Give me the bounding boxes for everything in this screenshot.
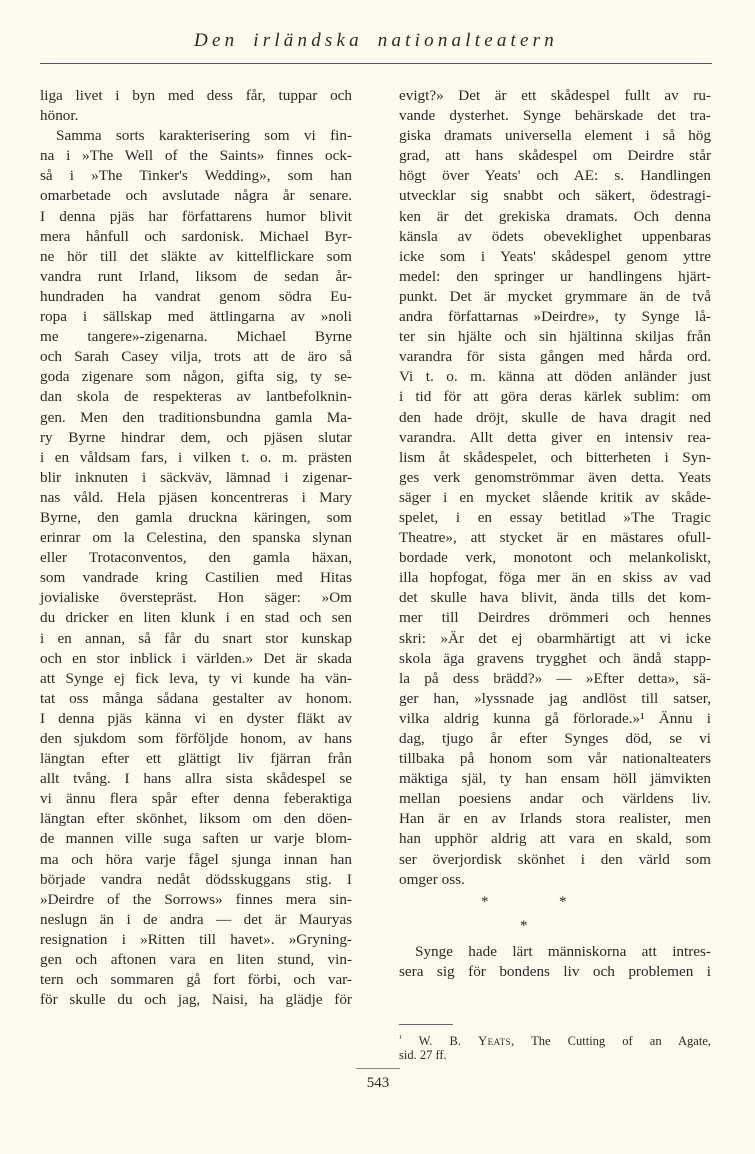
text-line: för skulle du och jag, Naisi, ha glädje för bbox=[40, 991, 352, 1009]
text-line: hönor. bbox=[40, 107, 79, 125]
text-line: dag, tjugo år efter Synges död, se vi bbox=[399, 730, 711, 747]
text-line: nas våld. Hela pjäsen koncentreras i Mary bbox=[40, 488, 352, 506]
footnote-author-initials: W. B. bbox=[418, 1034, 461, 1048]
text-line: tillbaka på honom som vår nationalteaters bbox=[399, 750, 711, 768]
text-line: han upphör aldrig att vara en skald, som bbox=[399, 830, 711, 848]
footnote-author-surname: Yeats bbox=[478, 1034, 512, 1048]
left-column bbox=[40, 86, 352, 1010]
text-line: säger i en mycket slående kritik av skåde- bbox=[399, 488, 711, 506]
text-line: känsla av ödets obeveklighet uppenbaras bbox=[399, 227, 711, 245]
text-line: gen. Men den traditionsbundna gamla Ma- bbox=[40, 408, 352, 426]
text-line: varandra. Allt detta giver en intensiv rea- bbox=[399, 428, 711, 446]
right-column bbox=[399, 86, 711, 982]
text-line: började vandra nedåt dödsskuggans stig. I bbox=[40, 870, 352, 888]
text-line: vi ännu flera spår efter denna feberaktiga bbox=[40, 790, 352, 808]
text-line: goda zigenare som någon, gifta sig, ty se- bbox=[40, 368, 352, 386]
text-line: vande dysterhet. Synge behärskade det tra- bbox=[399, 107, 711, 125]
text-line: dan skola de respekteras av lantbefolknin- bbox=[40, 388, 352, 406]
text-line: na i »The Well of the Saints» finnes ock- bbox=[40, 147, 352, 165]
text-line: i tid för att göra deras kärlek sublim: om bbox=[399, 388, 711, 406]
text-line: mer till Deirdres drömmeri och hennes bbox=[399, 609, 711, 627]
text-line: den sjukdom som förföljde honom, av hans bbox=[40, 730, 352, 747]
text-line: spelet, i en essay betitlad »The Tragic bbox=[399, 508, 711, 526]
text-line: längtan efter skönhet, liksom om den döen- bbox=[40, 810, 352, 828]
text-line: andra författarnas »Deirdre», ty Synge lå- bbox=[399, 308, 711, 326]
text-line: ken är det grekiska dramats. Och denna bbox=[399, 207, 711, 225]
text-line: ter sin hjälte och sin hjältinna skiljas från bbox=[399, 328, 711, 346]
text-line: Synge hade lärt människorna att intres- bbox=[415, 942, 711, 960]
section-break bbox=[399, 890, 711, 942]
text-line: lism åt skådespelet, och bitterheten i Syn- bbox=[399, 448, 711, 466]
text-line: omger oss. bbox=[399, 870, 465, 888]
text-line: längtan efter ett glättigt liv fjärran från bbox=[40, 750, 352, 768]
text-line: neslugn än i de andra — det är Mauryas bbox=[40, 910, 352, 928]
text-line: evigt?» Det är ett skådespel fullt av ru- bbox=[399, 87, 711, 104]
text-line: och Sarah Casey vilja, trots att de äro så bbox=[40, 348, 352, 366]
text-line: mäktiga själ, ty han ensam höll jämvikten bbox=[399, 770, 711, 788]
text-line: liga livet i byn med dess får, tuppar och bbox=[40, 87, 352, 104]
running-header: Den irländska nationalteatern bbox=[194, 30, 558, 51]
text-line: tern och sommaren gå fort förbi, och var- bbox=[40, 971, 352, 989]
text-line: Vi t. o. m. känna att döden anländer just bbox=[399, 368, 711, 386]
text-line: ropa i sällskap med ättlingarna av »noli bbox=[40, 308, 352, 326]
text-line: resignation i »Ritten till havet». »Gryning- bbox=[40, 930, 352, 948]
text-line: ry Byrne hindrar dem, och pjäsen slutar bbox=[40, 428, 352, 446]
page-number-rule bbox=[356, 1068, 400, 1069]
header-rule bbox=[40, 63, 712, 64]
text-line: ser överjordisk skönhet i den värld som bbox=[399, 850, 711, 868]
text-line: utvecklar sig snabbt och säkert, ödestragi- bbox=[399, 187, 711, 205]
text-line: illa hopfogat, föga mer än en skiss av vad bbox=[399, 569, 711, 587]
text-line: erinrar om la Celestina, den spanska slynan bbox=[40, 529, 352, 547]
text-line: la på dess brädd?» — »Efter detta», sä- bbox=[399, 669, 711, 687]
text-line: I denna pjäs har författarens humor blivit bbox=[40, 207, 352, 225]
text-line: omarbetade och avslutade några år senare. bbox=[40, 187, 352, 205]
page-number: 543 bbox=[366, 1075, 390, 1091]
text-line: ne hör till det släkte av kittelflickare som bbox=[40, 247, 352, 265]
footnote-title: , The Cutting of an Agate, bbox=[511, 1034, 711, 1048]
text-line: gen och aftonen vara en liten stund, vin- bbox=[40, 951, 352, 969]
text-line: Samma sorts karakterisering som vi fin- bbox=[56, 127, 352, 145]
text-line: högt över Yeats' och AE: s. Handlingen bbox=[399, 167, 711, 185]
text-line: »Deirdre of the Sorrows» finnes mera sin- bbox=[40, 890, 352, 908]
text-line: Han är en av Irlands stora realister, men bbox=[399, 810, 711, 828]
text-line: sera sig för bondens liv och problemen i bbox=[399, 962, 711, 980]
footnote-rule bbox=[399, 1024, 453, 1025]
asterisk: * bbox=[559, 893, 567, 910]
asterisk: * bbox=[520, 917, 528, 934]
text-line: grad, att hans skådespel om Deirdre står bbox=[399, 147, 711, 165]
text-line: ger han, »lyssnade jag andlöst till satser, bbox=[399, 689, 711, 707]
text-line: som vandrade kring Castilien med Hitas bbox=[40, 569, 352, 587]
text-line: me tangere»-zigenarna. Michael Byrne bbox=[40, 328, 352, 346]
text-line: vandra runt Irland, liksom de sedan år- bbox=[40, 267, 352, 285]
text-line: det skulle hava blivit, ända tills det kom- bbox=[399, 589, 711, 607]
text-line: ges verk genomströmmar även detta. Yeats bbox=[399, 468, 711, 486]
text-line: varandra för sista gången med hårda ord. bbox=[399, 348, 711, 366]
text-line: du dricker en liten klunk i en stad och sen bbox=[40, 609, 352, 627]
text-line: i en våldsam fars, i vilken t. o. m. prästen bbox=[40, 448, 352, 466]
text-line: mellan poesiens andar och världens liv. bbox=[399, 790, 711, 808]
text-line: jovialiske överstepräst. Hon säger: »Om bbox=[40, 589, 352, 607]
footnote bbox=[399, 1030, 711, 1064]
text-line: giska dramats universella element i så hög bbox=[399, 127, 711, 145]
text-line: vilka aldrig kunna gå förlorade.»¹ Ännu i bbox=[399, 709, 711, 727]
text-line: så i »The Tinker's Wedding», som han bbox=[40, 167, 352, 185]
text-line: medel: den springer ur handlingens hjärt- bbox=[399, 267, 711, 285]
text-line: ma och höra varje fågel sjunga innan han bbox=[40, 850, 352, 868]
text-line: att Synge ej fick leva, ty vi kunde ha vän- bbox=[40, 669, 352, 687]
text-line: punkt. Det är mycket grymmare än de två bbox=[399, 287, 711, 305]
text-line: Byrne, den gamla druckna käringen, som bbox=[40, 508, 352, 526]
text-line: blir inknuten i säckväv, lämnad i zigenar- bbox=[40, 468, 352, 486]
text-line: i en annan, så får du snart stor kunskap bbox=[40, 629, 352, 647]
text-line: de mannen ville suga saften ur varje blom- bbox=[40, 830, 352, 848]
text-line: eller Trotaconventos, den gamla häxan, bbox=[40, 549, 352, 567]
text-line: den hade dröjt, skulle de hava dragit ned bbox=[399, 408, 711, 426]
text-line: allt tvång. I hans allra sista skådespel se bbox=[40, 770, 352, 788]
text-line: tat oss många sådana gestalter av honom. bbox=[40, 689, 352, 707]
text-line: Theatre», att stycket är en mästares ofull- bbox=[399, 529, 711, 547]
footnote-marker: ¹ bbox=[399, 1033, 402, 1043]
text-line: hundraden ha vandrat genom södra Eu- bbox=[40, 287, 352, 305]
footnote-line-2: sid. 27 ff. bbox=[399, 1048, 447, 1062]
text-line: skri: »Är det ej obarmhärtigt att vi icke bbox=[399, 629, 711, 647]
text-line: icke som i Yeats' skådespel genom yttre bbox=[399, 247, 711, 265]
text-line: bordade verk, monotont och melankoliskt, bbox=[399, 549, 711, 567]
text-line: skola äga gravens trygghet och ändå stapp- bbox=[399, 649, 711, 667]
text-line: mera hånfull och sardonisk. Michael Byr- bbox=[40, 227, 352, 245]
text-line: och en stor inblick i världen.» Det är skada bbox=[40, 649, 352, 667]
text-line: I denna pjäs känna vi en dyster fläkt av bbox=[40, 709, 352, 727]
footnote-line-1 bbox=[399, 1030, 711, 1047]
asterisk: * bbox=[481, 893, 489, 910]
